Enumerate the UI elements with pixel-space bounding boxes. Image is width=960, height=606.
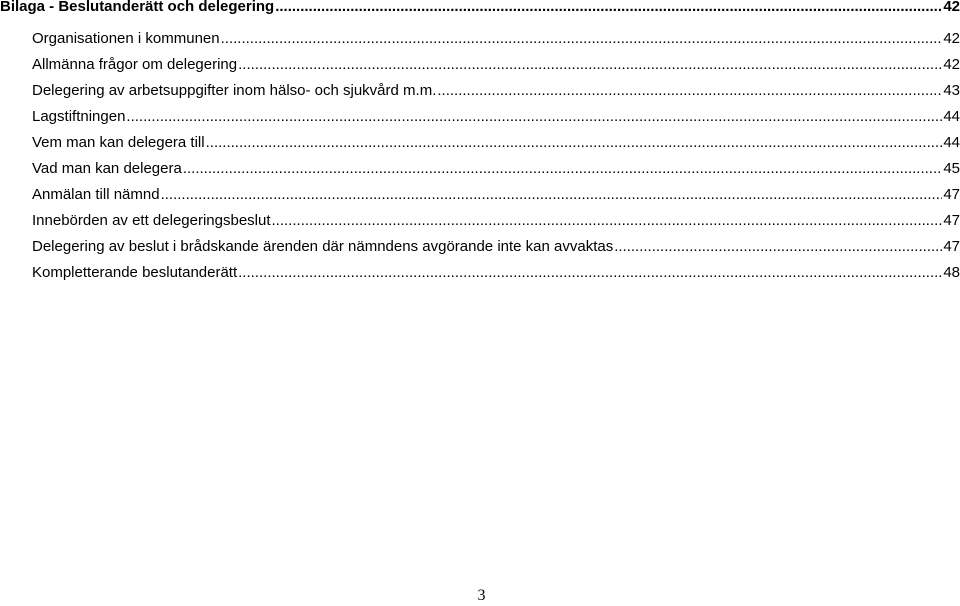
toc-entry-page: 44 xyxy=(943,134,960,151)
dot-leader xyxy=(238,260,942,286)
toc-entry-title: Bilaga - Beslutanderätt och delegering xyxy=(0,0,275,15)
toc-entry-title: Allmänna frågor om delegering xyxy=(32,56,238,73)
dot-leader xyxy=(161,182,943,208)
toc-entry-bilaga[interactable] xyxy=(0,0,960,20)
toc-entry-anmalan[interactable] xyxy=(0,182,960,208)
toc-entry-lagstiftningen[interactable] xyxy=(0,104,960,130)
toc-entry-innebord[interactable] xyxy=(0,208,960,234)
toc-entry-page: 44 xyxy=(943,108,960,125)
toc-entry-page: 47 xyxy=(943,238,960,255)
toc-entry-kompletterande[interactable] xyxy=(0,260,960,286)
toc-entry-organisationen[interactable] xyxy=(0,26,960,52)
toc-entry-page: 42 xyxy=(943,30,960,47)
toc-entry-title: Kompletterande beslutanderätt xyxy=(32,264,238,281)
toc-entry-page: 45 xyxy=(943,160,960,177)
toc-entry-page: 47 xyxy=(943,212,960,229)
toc-entry-vad-delegera[interactable] xyxy=(0,156,960,182)
toc-entry-bradskande[interactable] xyxy=(0,234,960,260)
table-of-contents xyxy=(0,0,960,286)
toc-entry-title: Vem man kan delegera till xyxy=(32,134,205,151)
dot-leader xyxy=(238,52,942,78)
toc-entry-title: Lagstiftningen xyxy=(32,108,126,125)
toc-entry-page: 43 xyxy=(943,82,960,99)
toc-entry-title: Delegering av arbetsuppgifter inom hälso- och sjukvård m.m. xyxy=(32,82,437,99)
toc-entry-title: Organisationen i kommunen xyxy=(32,30,220,47)
toc-entry-vem-delegera[interactable] xyxy=(0,130,960,156)
dot-leader xyxy=(206,130,943,156)
dot-leader xyxy=(126,104,942,130)
toc-entry-title: Vad man kan delegera xyxy=(32,160,182,177)
toc-entry-page: 48 xyxy=(943,264,960,281)
page-number: 3 xyxy=(477,587,486,604)
dot-leader xyxy=(221,26,943,52)
toc-entry-title: Delegering av beslut i brådskande ärenden där nämndens avgörande inte kan avvaktas xyxy=(32,238,614,255)
dot-leader xyxy=(614,234,942,260)
toc-entry-allmanna-fragor[interactable] xyxy=(0,52,960,78)
toc-entry-page: 47 xyxy=(943,186,960,203)
toc-entry-halso-sjukvard[interactable] xyxy=(0,78,960,104)
dot-leader xyxy=(437,78,942,104)
dot-leader xyxy=(183,156,942,182)
toc-entry-page: 42 xyxy=(943,56,960,73)
toc-entry-title: Innebörden av ett delegeringsbeslut xyxy=(32,212,271,229)
toc-entry-title: Anmälan till nämnd xyxy=(32,186,160,203)
toc-entry-page: 42 xyxy=(943,0,960,15)
dot-leader xyxy=(275,0,942,20)
dot-leader xyxy=(272,208,943,234)
